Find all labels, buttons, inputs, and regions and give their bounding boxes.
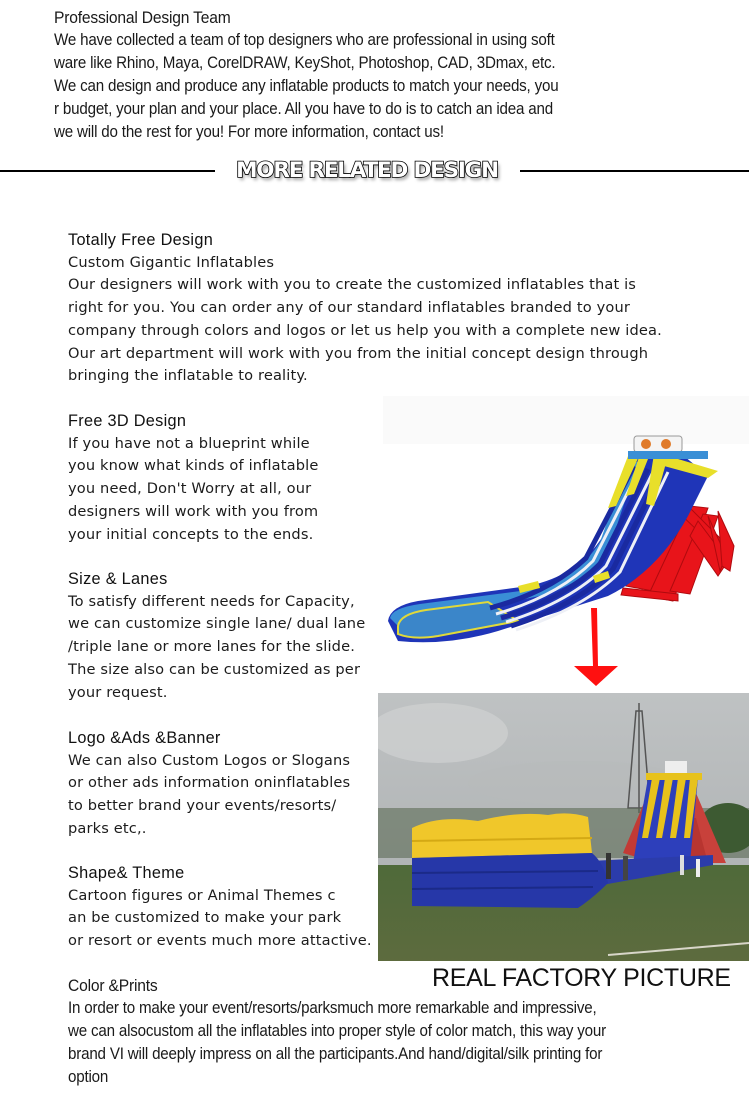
feature-line: an be customized to make your park bbox=[68, 909, 342, 927]
paragraph-line: In order to make your event/resorts/parksmuch more remarkable and impressive, bbox=[68, 999, 597, 1017]
paragraph-line: brand VI will deeply impress on all the participants.And hand/digital/silk printing for bbox=[68, 1045, 603, 1063]
feature-line: or other ads information oninflatables bbox=[68, 774, 351, 792]
paragraph-line: We can design and produce any inflatable products to match your needs, you bbox=[54, 77, 559, 95]
feature-line: you need, Don't Worry at all, our bbox=[68, 480, 312, 498]
feature-line: /triple lane or more lanes for the slide. bbox=[68, 638, 356, 656]
feature-line: or resort or events much more attactive. bbox=[68, 932, 372, 950]
section-heading: Professional Design Team bbox=[54, 8, 231, 27]
feature-free-3d-design bbox=[68, 410, 318, 546]
feature-line: your request. bbox=[68, 683, 168, 701]
feature-line: parks etc,. bbox=[68, 819, 147, 837]
feature-line: To satisfy different needs for Capacity, bbox=[68, 592, 355, 610]
feature-line: you know what kinds of inflatable bbox=[68, 457, 319, 475]
feature-line: designers will work with you from bbox=[68, 502, 319, 520]
divider-line-left bbox=[0, 170, 215, 172]
paragraph-line: we can alsocustom all the inflatables into proper style of color match, this way your bbox=[68, 1022, 606, 1040]
feature-line: The size also can be customized as per bbox=[68, 660, 361, 678]
feature-totally-free-design bbox=[68, 229, 662, 388]
paragraph-line: ware like Rhino, Maya, CorelDRAW, KeyShot, Photoshop, CAD, 3Dmax, etc. bbox=[54, 54, 556, 72]
slide-3d-render bbox=[378, 396, 749, 606]
feature-heading: Size & Lanes bbox=[68, 570, 168, 588]
feature-line: If you have not a blueprint while bbox=[68, 434, 310, 452]
divider-title: MORE RELATED DESIGN bbox=[236, 158, 498, 183]
feature-logo-ads-banner bbox=[68, 727, 350, 841]
feature-line: Our art department will work with you from the initial concept design through bbox=[68, 344, 649, 362]
feature-heading: Logo &Ads &Banner bbox=[68, 729, 221, 747]
paragraph-line: we will do the rest for you! For more information, contact us! bbox=[54, 123, 444, 141]
feature-heading: Totally Free Design bbox=[68, 231, 214, 249]
feature-line: bringing the inflatable to reality. bbox=[68, 367, 308, 385]
factory-photo bbox=[378, 693, 749, 961]
team-section bbox=[54, 6, 558, 144]
feature-line: right for you. You can order any of our standard inflatables branded to your bbox=[68, 299, 631, 317]
feature-line: We can also Custom Logos or Slogans bbox=[68, 751, 351, 769]
factory-photo-caption: REAL FACTORY PICTURE bbox=[432, 964, 731, 992]
divider-line-right bbox=[520, 170, 749, 172]
paragraph-line: We have collected a team of top designers who are professional in using soft bbox=[54, 31, 555, 49]
feature-line: your initial concepts to the ends. bbox=[68, 525, 314, 543]
feature-line: Cartoon figures or Animal Themes c bbox=[68, 886, 336, 904]
feature-line: Our designers will work with you to create the customized inflatables that is bbox=[68, 276, 637, 294]
feature-size-lanes bbox=[68, 568, 365, 704]
feature-line: company through colors and logos or let us help you with a complete new idea. bbox=[68, 321, 662, 339]
feature-line: to better brand your events/resorts/ bbox=[68, 797, 337, 815]
section-heading: Color &Prints bbox=[68, 976, 158, 995]
arrow-down-icon bbox=[572, 606, 620, 688]
feature-shape-theme bbox=[68, 862, 372, 953]
color-prints-section bbox=[68, 974, 606, 1089]
paragraph-line: option bbox=[68, 1068, 109, 1086]
paragraph-line: r budget, your plan and your place. All you have to do is to catch an idea and bbox=[54, 100, 553, 118]
feature-line: Custom Gigantic Inflatables bbox=[68, 253, 275, 271]
feature-heading: Free 3D Design bbox=[68, 412, 187, 430]
feature-line: we can customize single lane/ dual lane bbox=[68, 615, 366, 633]
feature-heading: Shape& Theme bbox=[68, 864, 185, 882]
